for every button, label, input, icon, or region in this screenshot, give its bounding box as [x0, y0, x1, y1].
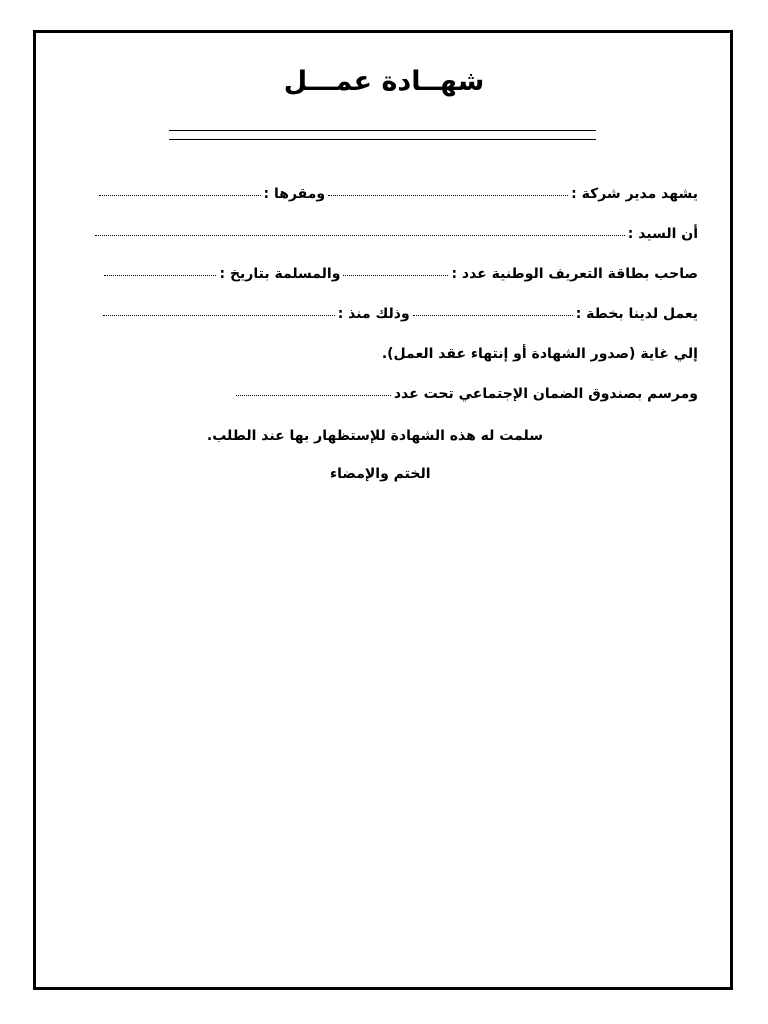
line-position — [100, 306, 698, 322]
position-field[interactable] — [413, 315, 573, 316]
label-delivered: سلمت له هذه الشهادة للإستظهار بها عند الطلب. — [206, 428, 543, 444]
start-date-field[interactable] — [103, 315, 335, 316]
title-underline-top — [169, 130, 596, 131]
page-border-shadow — [39, 36, 733, 990]
headquarters-field[interactable] — [99, 195, 261, 196]
line-delivered — [207, 428, 543, 444]
document-title: شهــادة عمـــل — [283, 66, 485, 97]
id-card-number-field[interactable] — [343, 275, 448, 276]
label-issued-on: والمسلمة بتاريخ : — [219, 266, 341, 282]
label-company-director: يشهد مدير شركة : — [571, 186, 698, 202]
label-until: إلي غاية (صدور الشهادة أو إنتهاء عقد العمل). — [381, 346, 698, 362]
title-underline-bottom — [169, 139, 596, 140]
line-mister — [92, 226, 698, 242]
label-since: وذلك منذ : — [337, 306, 410, 322]
line-social-security — [233, 386, 698, 402]
line-id-card — [101, 266, 698, 282]
social-security-number-field[interactable] — [236, 395, 391, 396]
label-works-as: يعمل لدينا بخطة : — [575, 306, 698, 322]
issue-date-field[interactable] — [104, 275, 216, 276]
stamp-and-signature-label: الختم والإمضاء — [330, 466, 431, 482]
label-social-security: ومرسم بصندوق الضمان الإجتماعي تحت عدد — [393, 386, 698, 402]
label-id-card: صاحب بطاقة التعريف الوطنية عدد : — [451, 266, 698, 282]
employee-name-field[interactable] — [95, 235, 625, 236]
label-headquarters: ومقرها : — [263, 186, 326, 202]
company-name-field[interactable] — [328, 195, 568, 196]
label-mister: أن السيد : — [627, 226, 698, 242]
line-company — [96, 186, 698, 202]
line-until — [382, 346, 698, 362]
page-border — [33, 30, 733, 990]
